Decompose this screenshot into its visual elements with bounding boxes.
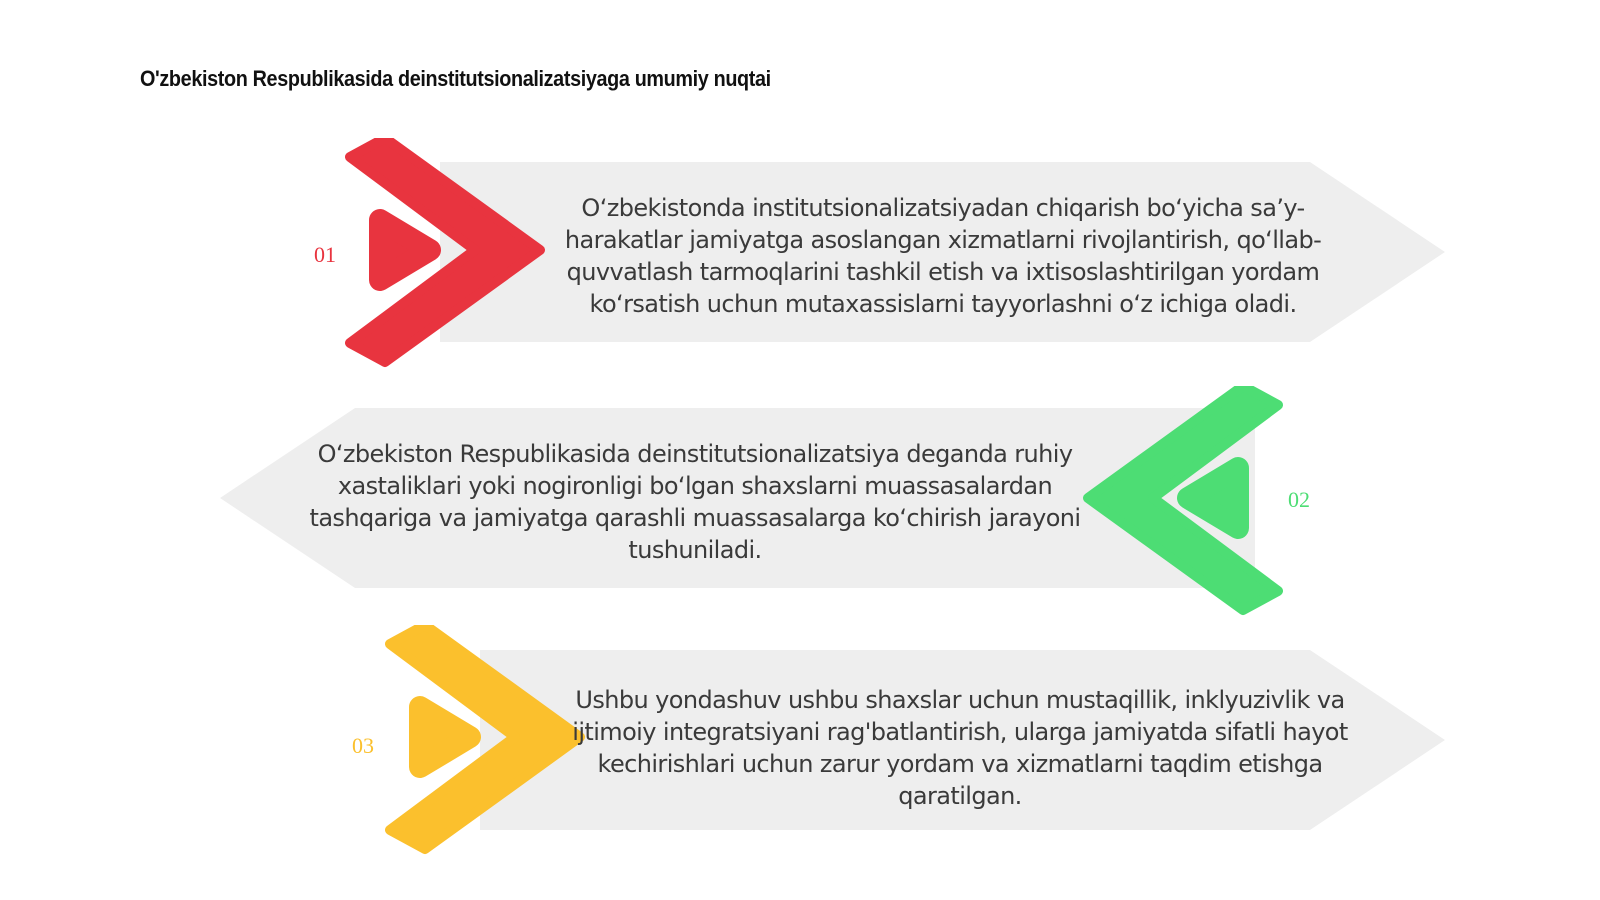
chevron-left-arrow-icon [1068,386,1288,616]
step-1-number: 01 [314,242,336,267]
chevron-right-arrow-icon [345,138,565,368]
step-3-text: Ushbu yondashuv ushbu shaxslar uchun mustaqillik, inklyuzivlik va ijtimoiy integratsiyani rag'batlantirish, ularga jamiyatda sifatli hayot kechirishlari uchun zarur yordam va xizmatlarni taqdim etishga qaratilgan. [572,686,1348,810]
step-3-number: 03 [352,733,374,758]
step-2-number: 02 [1288,487,1310,512]
step-1-text: O‘zbekistonda institutsionalizatsiyadan chiqarish bo‘yicha sa’y-harakatlar jamiyatga asoslangan xizmatlarni rivojlantirish, qo‘llab-quvvatlash tarmoqlarini tashkil etish va ixtisoslashtirilgan yordam ko‘rsatish uchun mutaxassislarni tayyorlashni o‘z ichiga oladi. [564,194,1322,318]
step-2-text: O‘zbekiston Respublikasida deinstitutsionalizatsiya deganda ruhiy xastaliklari yoki nogironligi bo‘lgan shaxslarni muassasalardan tashqariga va jamiyatga qarashli muassasalarga ko‘chirish jarayoni tushuniladi. [309,440,1081,564]
page-title: O'zbekiston Respublikasida deinstitutsionalizatsiyaga umumiy nuqtai [140,66,771,91]
